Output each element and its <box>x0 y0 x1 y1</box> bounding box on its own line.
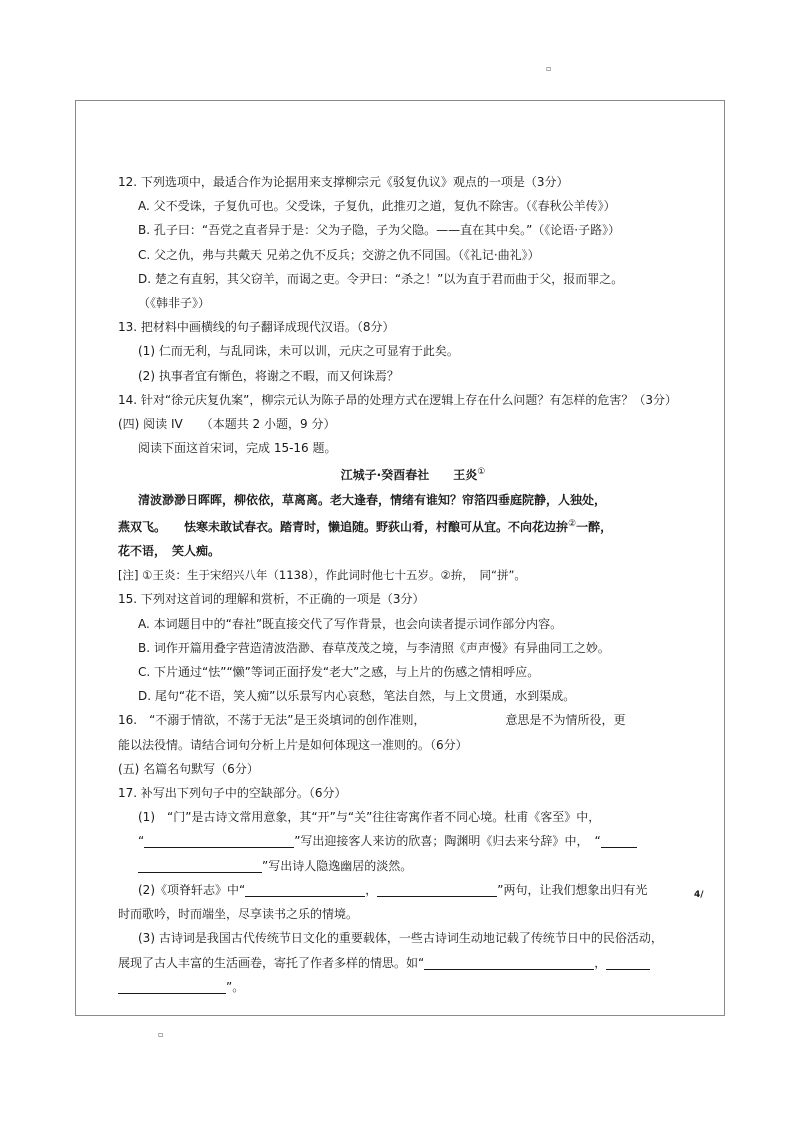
question-17: 17. 补写出下列句子中的空缺部分。（6分） <box>118 786 347 801</box>
poem-note: [注] ①王炎：生于宋绍兴八年（1138），作此词时他七十五岁。②拚， 同“拼”。 <box>118 568 526 583</box>
answer-blank-6[interactable] <box>606 956 650 970</box>
option-15d: D. 尾句“花不语，笑人痴”以乐景写内心哀愁，笔法自然，与上文贯通，水到渠成。 <box>138 689 576 704</box>
section-4-heading: (四) 阅读 IV （本题共 2 小题，9 分） <box>118 417 336 432</box>
question-13: 13. 把材料中画横线的句子翻译成现代汉语。（8分） <box>118 320 395 335</box>
option-12b: B. 孔子曰：“吾党之直者异于是：父为子隐，子为父隐。——直在其中矣。”（《论语·子路》） <box>138 223 621 238</box>
option-12a: A. 父不受诛，子复仇可也。父受诛，子复仇，此推刃之道，复仇不除害。（《春秋公羊传》） <box>138 199 616 214</box>
question-17-1-blanks: “ ”写出迎接客人来访的欣喜；陶渊明《归去来兮辞》中， “ <box>118 829 678 853</box>
question-16: 16. “不溺于情欲，不荡于无法”是王炎填词的创作准则， 意思是不为情所役，更 <box>118 713 626 728</box>
question-14: 14. 针对“徐元庆复仇案”，柳宗元认为陈子昂的处理方式在逻辑上存在什么问题？有怎样的危害？（3分） <box>118 392 677 407</box>
question-17-1-end: ”写出诗人隐逸幽居的淡然。 <box>118 854 678 878</box>
poem-line-3: 花不语， 笑人痴。 <box>118 544 221 559</box>
option-12d: D. 楚之有直躬，其父窃羊，而谒之吏。令尹曰：“杀之！”以为直于君而曲于父，报而罪之。 <box>138 271 624 286</box>
exam-content <box>118 170 678 999</box>
answer-blank-1[interactable] <box>144 834 294 848</box>
question-17-3-cont: 展现了古人丰富的生活画卷，寄托了作者多样的情思。如“ ， <box>118 951 678 975</box>
question-17-2: (2)《项脊轩志》中“ ， ”两句，让我们想象出归有光 <box>138 882 648 897</box>
option-15b: B. 词作开篇用叠字营造清波浩渺、春草茂茂之境，与李清照《声声慢》有异曲同工之妙。 <box>138 640 610 655</box>
footnote-mark-2: ② <box>568 518 577 529</box>
question-16-cont: 能以法役情。请结合词句分析上片是如何体现这一准则的。（6分） <box>118 737 468 752</box>
option-15c: C. 下片通过“怯”“懒”等词正面抒发“老大”之感，与上片的伤感之情相呼应。 <box>138 665 540 680</box>
answer-blank-6b[interactable] <box>118 980 226 994</box>
sentence-13-2: (2) 执事者宜有惭色，将谢之不暇，而又何诛焉？ <box>138 368 399 383</box>
answer-blank-2b[interactable] <box>138 859 262 873</box>
answer-blank-3[interactable] <box>245 883 365 897</box>
footnote-mark-1: ① <box>477 467 486 478</box>
answer-blank-5[interactable] <box>424 956 594 970</box>
option-15a: A. 本词题目中的“春社”既直接交代了写作背景，也会向读者提示词作部分内容。 <box>138 616 563 631</box>
question-17-2-cont: 时而歌吟，时而端坐，尽享读书之乐的情境。 <box>118 907 359 922</box>
corner-mark-top: ▫ <box>546 64 552 73</box>
page-number: 4/ <box>694 890 704 900</box>
answer-blank-2[interactable] <box>601 834 637 848</box>
option-12c: C. 父之仇，弗与共戴天 兄弟之仇不反兵；交游之仇不同国。（《礼记·曲礼》） <box>138 247 540 262</box>
question-12: 12. 下列选项中，最适合作为论据用来支撑柳宗元《驳复仇议》观点的一项是（3分） <box>118 175 569 189</box>
question-17-3-end: ”。 <box>118 975 678 999</box>
answer-blank-4[interactable] <box>377 883 497 897</box>
question-17-1: (1) “门”是古诗文常用意象，其“开”与“关”往往寄寓作者不同心境。杜甫《客至》中， <box>138 810 601 825</box>
corner-mark-bottom: ▫ <box>158 1030 164 1039</box>
option-12d-source: （《韩非子》） <box>138 296 211 311</box>
poem-line-1: 清波渺渺日晖晖，柳依依，草离离。老大逢春，情绪有谁知？帘箔四垂庭院静，人独处， <box>138 492 607 507</box>
section-4-intro: 阅读下面这首宋词，完成 15-16 题。 <box>138 441 337 456</box>
question-15: 15. 下列对这首词的理解和赏析，不正确的一项是（3分） <box>118 592 425 607</box>
poem-title: 江城子·癸酉春社 王炎① <box>340 467 486 483</box>
sentence-13-1: (1) 仁而无利，与乱同诛，未可以训，元庆之可显宥于此矣。 <box>138 344 459 359</box>
poem-line-2: 燕双飞。 怯寒未敢试春衣。踏青时，懒追随。野荻山肴，村酿可从宜。不向花边拚②一醉， <box>118 518 613 534</box>
question-17-3: (3) 古诗词是我国古代传统节日文化的重要载体，一些古诗词生动地记载了传统节日中的民俗活动， <box>138 931 663 946</box>
section-5-heading: (五) 名篇名句默写（6分） <box>118 761 259 776</box>
